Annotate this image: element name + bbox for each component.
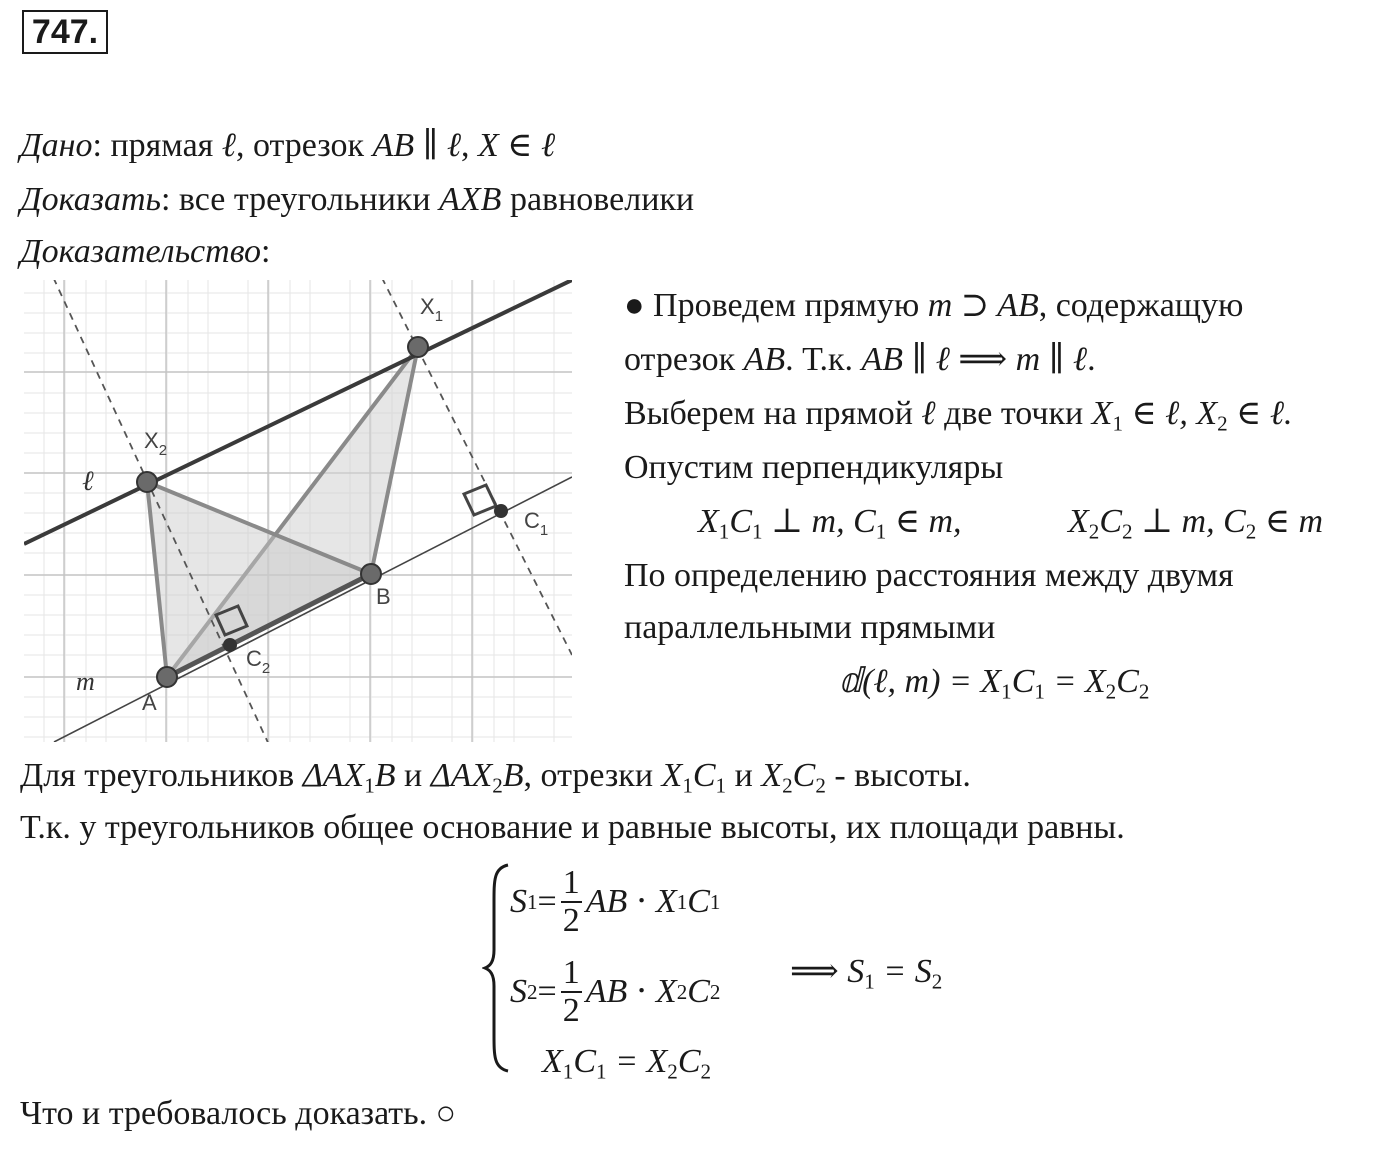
- label-x2: $X_2$: [144, 428, 168, 459]
- point-c2: [223, 638, 237, 652]
- right-line-4: Опустим перпендикуляры: [624, 449, 1004, 486]
- system-row-1: S 1 = $\frac{1}{2}$ AB ⋅ X 1 C 1: [510, 864, 721, 939]
- system-row-3: $X_1C_1 = X_2C_2$: [542, 1043, 712, 1084]
- perpendicular-x1c1: [376, 280, 572, 655]
- right-line-2: отрезок AB. Т.к. AB ∥ ℓ ⟹ m ∥ ℓ.: [624, 341, 1096, 378]
- label-ell: ℓ: [82, 466, 94, 497]
- label-m: m: [76, 667, 95, 696]
- label-x1: $X_1$: [420, 294, 444, 325]
- fraction-half-1: $\frac{1}{2}$: [562, 864, 580, 939]
- given-line: Дано: прямая ℓ, отрезок AB ∥ ℓ, X ∈ ℓ: [20, 127, 556, 164]
- distance-formula: 𝕕(ℓ, $m) = X_1C_1 = X_2C_2$: [838, 663, 1150, 704]
- system-brace: [482, 862, 512, 1074]
- conclusion-line: Что и требовалось доказать. ○: [20, 1095, 457, 1132]
- point-x2: [137, 472, 157, 492]
- label-c1: $C_1$: [524, 508, 549, 539]
- point-b: [361, 564, 381, 584]
- label-c2: $C_2$: [246, 646, 271, 677]
- label-b: B: [376, 584, 391, 609]
- right-line-6: По определению расстояния между двумя: [624, 557, 1234, 594]
- prove-label: Доказать: [20, 181, 161, 218]
- right-angle-c1: [464, 485, 496, 515]
- heights-line: Для треугольников $\Delta AX_1B$ и $\Delta AX_2B$, отрезки $X_1C_1$ и $X_2C_2$ - высоты.: [20, 757, 971, 798]
- right-line-5b: $X_2C_2$ ⊥ m, $C_2$ ∈ m: [1068, 503, 1324, 544]
- right-line-7: параллельными прямыми: [624, 609, 996, 646]
- right-line-1: ● Проведем прямую m ⊃ AB, содержащую: [624, 287, 1244, 324]
- problem-number: 747.: [22, 10, 108, 54]
- point-a: [157, 667, 177, 687]
- fraction-half-2: $\frac{1}{2}$: [562, 954, 580, 1029]
- system-implication: ⟹ $S_1 = S_2$: [790, 953, 943, 994]
- right-line-5a: $X_1C_1$ ⊥ m, $C_1$ ∈ m,: [698, 503, 962, 544]
- right-line-3: Выберем на прямой ℓ две точки $X_1$ ∈ ℓ, $X_2$ ∈ ℓ.: [624, 395, 1293, 436]
- point-x1: [408, 337, 428, 357]
- label-a: A: [142, 690, 157, 715]
- given-label: Дано: [20, 127, 93, 164]
- geometry-figure: [24, 280, 572, 742]
- proof-label: Доказательство:: [20, 233, 271, 270]
- prove-line: Доказать: все треугольники AXB равновелики: [20, 181, 695, 218]
- system-row-2: S 2 = $\frac{1}{2}$ AB ⋅ X 2 C 2: [510, 954, 721, 1029]
- point-c1: [494, 504, 508, 518]
- reason-line: Т.к. у треугольников общее основание и равные высоты, их площади равны.: [20, 809, 1125, 846]
